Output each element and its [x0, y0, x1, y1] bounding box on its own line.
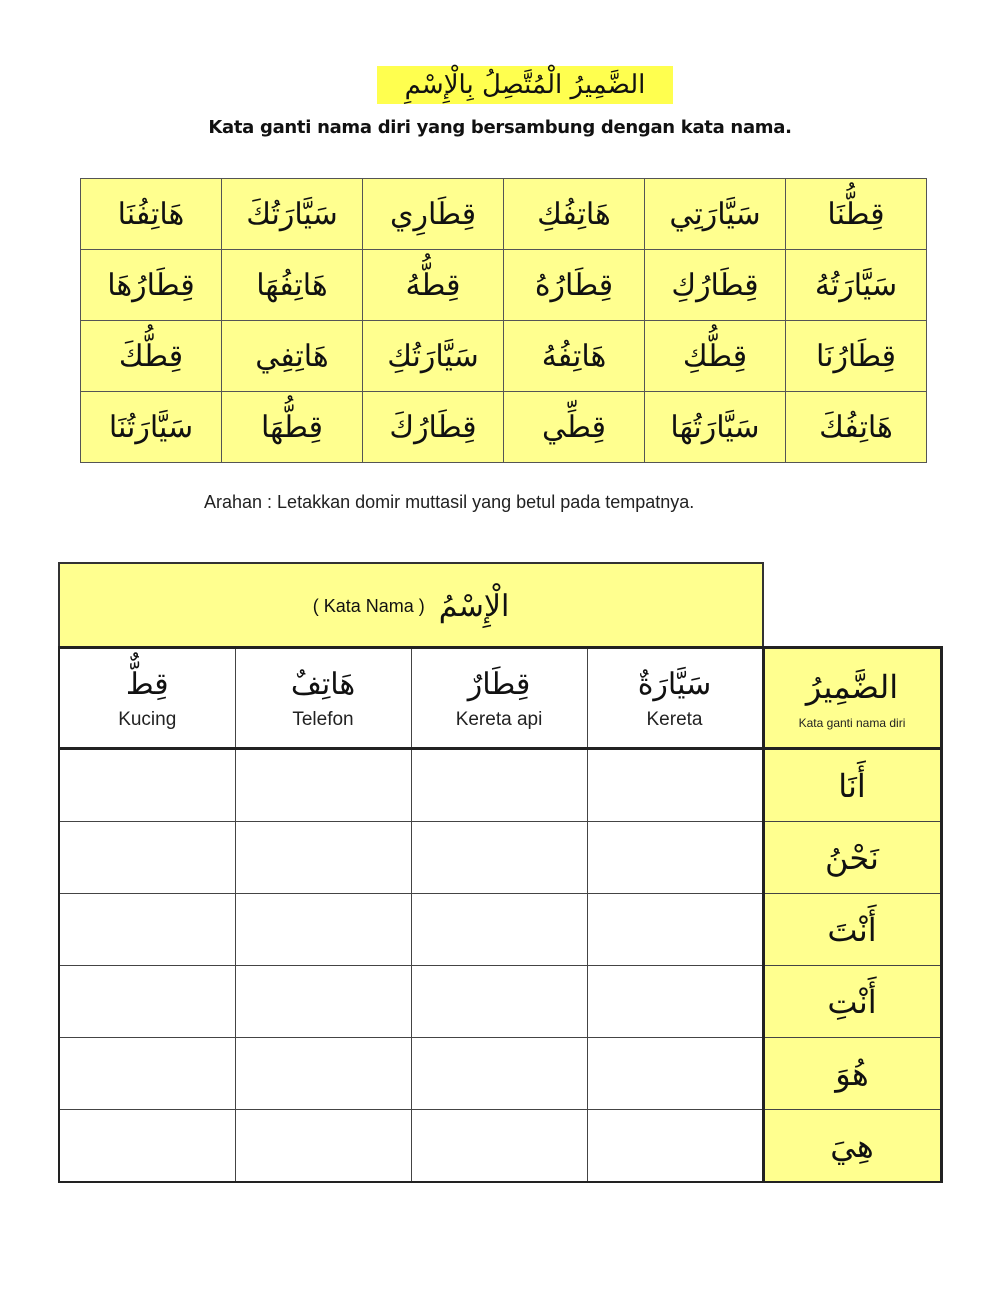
noun-latin: Kereta	[646, 709, 703, 730]
drop-slot[interactable]	[59, 749, 235, 822]
noun-arabic: سَيَّارَةٌ	[637, 667, 712, 702]
drop-slot[interactable]	[59, 1110, 235, 1183]
answer-row	[59, 822, 941, 894]
word-row	[81, 392, 927, 463]
pronoun-label: هُوَ	[835, 1054, 869, 1093]
pronoun-label: هِيَ	[830, 1126, 874, 1165]
draggable-word[interactable]: قِطَارُهُ	[504, 250, 645, 321]
draggable-word[interactable]: قِطُّنَا	[786, 179, 927, 250]
ism-header-latin: ( Kata Nama )	[312, 595, 425, 616]
pronoun-header-arabic: الضَّمِيرُ	[805, 668, 899, 706]
draggable-word[interactable]: قِطَارُنَا	[786, 321, 927, 392]
draggable-word[interactable]: قِطَارُهَا	[81, 250, 222, 321]
drop-slot[interactable]	[587, 894, 763, 966]
noun-header-phone	[235, 648, 411, 749]
drop-slot[interactable]	[411, 1038, 587, 1110]
draggable-word[interactable]: قِطُّكِ	[645, 321, 786, 392]
drop-slot[interactable]	[587, 822, 763, 894]
draggable-word[interactable]: قِطُّهَا	[222, 392, 363, 463]
draggable-word[interactable]: هَاتِفِي	[222, 321, 363, 392]
noun-header-train	[411, 648, 587, 749]
drop-slot[interactable]	[411, 966, 587, 1038]
drop-slot[interactable]	[411, 894, 587, 966]
word-bank-table	[80, 178, 927, 463]
drop-slot[interactable]	[59, 966, 235, 1038]
drop-slot[interactable]	[59, 894, 235, 966]
pronoun-label: أَنْتَ	[827, 910, 877, 949]
noun-header-row	[59, 648, 941, 749]
drop-slot[interactable]	[235, 749, 411, 822]
pronoun-label: أَنْتِ	[827, 982, 877, 1021]
drop-slot[interactable]	[411, 749, 587, 822]
ism-header	[58, 562, 764, 648]
drop-slot[interactable]	[59, 822, 235, 894]
draggable-word[interactable]: هَاتِفُكَ	[786, 392, 927, 463]
draggable-word[interactable]: قِطَارِي	[363, 179, 504, 250]
word-row	[81, 250, 927, 321]
draggable-word[interactable]: قِطُّكَ	[81, 321, 222, 392]
drop-slot[interactable]	[235, 966, 411, 1038]
page-title: الضَّمِيرُ الْمُتَّصِلُ بِالْإِسْمِ	[377, 66, 673, 104]
noun-latin: Telefon	[292, 709, 354, 730]
draggable-word[interactable]: قِطَارُكِ	[645, 250, 786, 321]
noun-header-cat	[59, 648, 235, 749]
pronoun-label: نَحْنُ	[825, 838, 879, 877]
drop-slot[interactable]	[411, 1110, 587, 1183]
draggable-word[interactable]: هَاتِفُكِ	[504, 179, 645, 250]
noun-arabic: هَاتِفٌ	[290, 667, 356, 702]
noun-header-car	[587, 648, 763, 749]
noun-arabic: قِطَارٌ	[467, 667, 531, 702]
drop-slot[interactable]	[587, 1110, 763, 1183]
drop-slot[interactable]	[235, 894, 411, 966]
pronoun-cell	[763, 1110, 941, 1183]
drop-slot[interactable]	[587, 1038, 763, 1110]
drop-slot[interactable]	[235, 1110, 411, 1183]
drop-slot[interactable]	[235, 1038, 411, 1110]
pronoun-label: أَنَا	[838, 766, 866, 805]
draggable-word[interactable]: سَيَّارَتِي	[645, 179, 786, 250]
page-subtitle: Kata ganti nama diri yang bersambung dengan kata nama.	[208, 117, 792, 138]
noun-arabic: قِطٌّ	[125, 667, 169, 702]
draggable-word[interactable]: سَيَّارَتُنَا	[81, 392, 222, 463]
answer-row	[59, 749, 941, 822]
draggable-word[interactable]: سَيَّارَتُكِ	[363, 321, 504, 392]
draggable-word[interactable]: سَيَّارَتُكَ	[222, 179, 363, 250]
answer-grid	[58, 646, 943, 1183]
pronoun-cell	[763, 966, 941, 1038]
answer-row	[59, 966, 941, 1038]
word-row	[81, 179, 927, 250]
draggable-word[interactable]: هَاتِفُنَا	[81, 179, 222, 250]
drop-slot[interactable]	[587, 749, 763, 822]
answer-row	[59, 1110, 941, 1183]
draggable-word[interactable]: قِطِّي	[504, 392, 645, 463]
draggable-word[interactable]: سَيَّارَتُهَا	[645, 392, 786, 463]
pronoun-header	[763, 648, 941, 749]
ism-header-arabic: الْإِسْمُ	[438, 588, 510, 624]
answer-row	[59, 1038, 941, 1110]
drop-slot[interactable]	[587, 966, 763, 1038]
draggable-word[interactable]: هَاتِفُهَا	[222, 250, 363, 321]
draggable-word[interactable]: سَيَّارَتُهُ	[786, 250, 927, 321]
drop-slot[interactable]	[411, 822, 587, 894]
pronoun-cell	[763, 749, 941, 822]
draggable-word[interactable]: هَاتِفُهُ	[504, 321, 645, 392]
pronoun-cell	[763, 894, 941, 966]
draggable-word[interactable]: قِطُّهُ	[363, 250, 504, 321]
pronoun-header-latin: Kata ganti nama diri	[798, 716, 906, 730]
noun-latin: Kucing	[118, 709, 177, 730]
draggable-word[interactable]: قِطَارُكَ	[363, 392, 504, 463]
noun-latin: Kereta api	[455, 709, 543, 730]
drop-slot[interactable]	[59, 1038, 235, 1110]
answer-row	[59, 894, 941, 966]
drop-slot[interactable]	[235, 822, 411, 894]
instruction-text: Arahan : Letakkan domir muttasil yang betul pada tempatnya.	[204, 492, 695, 512]
pronoun-cell	[763, 1038, 941, 1110]
word-row	[81, 321, 927, 392]
pronoun-cell	[763, 822, 941, 894]
